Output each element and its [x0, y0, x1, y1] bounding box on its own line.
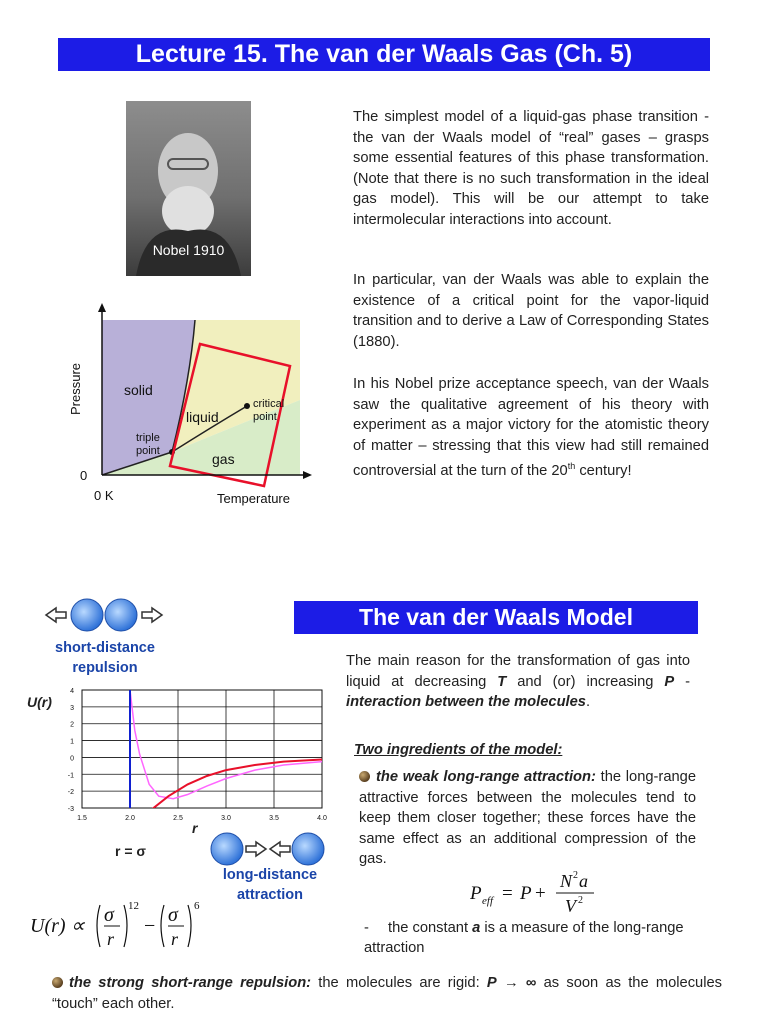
- const-a-text-1: the constant: [388, 920, 473, 936]
- bullet-icon: [52, 977, 63, 988]
- u-of-r-label: U(r): [27, 694, 52, 710]
- svg-text:−: −: [144, 915, 156, 937]
- svg-text:2: 2: [578, 895, 583, 906]
- plot-frame: [82, 690, 322, 808]
- strong-arrow: → ∞: [496, 975, 537, 991]
- attraction-molecules: [210, 832, 325, 866]
- svg-text:r: r: [107, 929, 115, 949]
- const-a-text-2: is a measure of the long-range attraction: [364, 920, 684, 956]
- portrait-image: [126, 101, 251, 276]
- strong-repulsion-title: the strong short-range repulsion:: [69, 975, 312, 991]
- gas-label: gas: [212, 451, 235, 467]
- critical-label-2: point: [253, 411, 277, 423]
- y-tick-label: 0: [70, 755, 74, 763]
- origin-temperature-label: 0 K: [94, 488, 114, 503]
- constant-a-note: - the constant a is a measure of the long-range attraction: [364, 920, 684, 956]
- bullet-icon: [359, 771, 370, 782]
- attraction-label-1: long-distance: [222, 867, 318, 883]
- x-tick-label: 3.0: [221, 815, 231, 822]
- potential-chart: [60, 684, 328, 832]
- y-tick-label: -2: [67, 789, 74, 797]
- origin-pressure-label: 0: [80, 468, 88, 483]
- solid-label: solid: [124, 382, 153, 398]
- y-tick-label: 3: [70, 704, 74, 712]
- strong-repulsion-paragraph: [52, 973, 722, 1014]
- svg-text:a: a: [579, 871, 588, 891]
- model-var-p: P: [664, 673, 675, 690]
- svg-text:=: =: [502, 883, 513, 904]
- x-tick-label: 2.5: [173, 815, 183, 822]
- intro-paragraph-2: In particular, van der Waals was able to explain the existence of a critical point for the vapor-liquid transition and to derive a Law of Corresponding States (1880).: [353, 272, 709, 350]
- intro-p3-sup: th: [567, 461, 576, 471]
- model-text-a: The main reason for the transformation of gas into liquid at decreasing: [346, 653, 690, 690]
- svg-text:N: N: [560, 871, 573, 891]
- peff-formula: [470, 868, 610, 916]
- svg-text:σ: σ: [104, 904, 114, 926]
- x-tick-label: 4.0: [317, 815, 327, 822]
- phase-diagram: [60, 300, 320, 515]
- weak-attraction-text: the long-range attractive forces between the molecules tend to keep them closer together; these forces have the same effect as an additional compression of the gas.: [359, 769, 696, 867]
- repulsion-label-2: repulsion: [72, 660, 138, 676]
- y-tick-label: 1: [70, 738, 74, 746]
- liquid-label: liquid: [186, 409, 219, 425]
- left-arrow-icon: [46, 608, 66, 622]
- intro-p3-end: century!: [575, 462, 632, 479]
- svg-text:U(r) ∝: U(r) ∝: [30, 915, 85, 937]
- weak-attraction-paragraph: [359, 767, 696, 870]
- intro-paragraph-1: The simplest model of a liquid-gas phase transition - the van der Waals model of “real” gases – grasps some essential features of this phase transformation. (Note that there is no such transformation in the ideal gas model). This will be our attempt to take intermolecular interactions into account.: [353, 109, 709, 228]
- svg-text:V: V: [565, 896, 576, 916]
- model-text-d: .: [585, 694, 591, 710]
- model-paragraph: [346, 651, 690, 713]
- portrait-caption: Nobel 1910: [152, 242, 225, 258]
- svg-text:eff: eff: [482, 895, 493, 907]
- svg-text:+: +: [535, 883, 546, 904]
- pressure-axis-label: Pressure: [68, 362, 83, 415]
- repulsion-label-1: short-distance: [55, 640, 155, 656]
- svg-text:2: 2: [573, 870, 578, 881]
- svg-text:σ: σ: [168, 904, 178, 926]
- lennard-jones-formula: [30, 895, 230, 955]
- triple-label-1: triple: [136, 432, 160, 444]
- right-arrow-icon: [246, 842, 266, 856]
- svg-text:12: 12: [128, 900, 139, 912]
- intro-paragraph-3: [353, 374, 709, 481]
- y-tick-label: -1: [67, 772, 74, 780]
- triple-label-2: point: [136, 445, 160, 457]
- intro-p3-text: In his Nobel prize acceptance speech, van der Waals saw the qualitative agreement of his theory with experiment as a major victory for the atomistic theory of matter – stressing that this view had still remained controversial at the turn of the 20: [353, 376, 709, 479]
- x-tick-label: 1.5: [77, 815, 87, 822]
- repulsion-molecules: [44, 598, 174, 632]
- svg-text:P: P: [470, 883, 482, 904]
- svg-text:r: r: [171, 929, 179, 949]
- x-tick-label: 3.5: [269, 815, 279, 822]
- strong-repulsion-text-2: as soon as the molecules “touch” each other.: [52, 975, 722, 1012]
- weak-attraction-title: the weak long-range attraction:: [376, 769, 596, 785]
- strong-var-p: P: [486, 975, 497, 991]
- y-tick-label: 2: [70, 721, 74, 729]
- r-axis-label: r: [192, 820, 198, 836]
- attraction-label-2: attraction: [236, 887, 304, 903]
- x-tick-label: 2.0: [125, 815, 135, 822]
- critical-label-1: critical: [253, 398, 285, 410]
- repulsion-label: [38, 638, 172, 678]
- y-tick-label: 4: [70, 688, 74, 695]
- model-var-t: T: [497, 673, 507, 690]
- svg-text:P: P: [520, 883, 532, 904]
- right-arrow-icon: [142, 608, 162, 622]
- r-equals-sigma-label: r = σ: [115, 843, 146, 859]
- strong-repulsion-text-1: the molecules are rigid:: [311, 975, 487, 991]
- model-text-b: and (or) increasing: [506, 673, 665, 690]
- ingredients-heading: Two ingredients of the model:: [354, 742, 563, 758]
- critical-point-dot: [244, 403, 250, 409]
- temperature-axis-label: Temperature: [217, 491, 290, 506]
- svg-text:6: 6: [194, 900, 200, 912]
- const-a-var: a: [472, 920, 481, 936]
- y-tick-label: -3: [67, 806, 74, 813]
- section-title: The van der Waals Model: [294, 601, 698, 634]
- lecture-title: Lecture 15. The van der Waals Gas (Ch. 5): [58, 38, 710, 71]
- model-emphasis: interaction between the molecules: [346, 694, 586, 710]
- left-arrow-icon: [270, 842, 290, 856]
- model-text-c: -: [674, 673, 690, 690]
